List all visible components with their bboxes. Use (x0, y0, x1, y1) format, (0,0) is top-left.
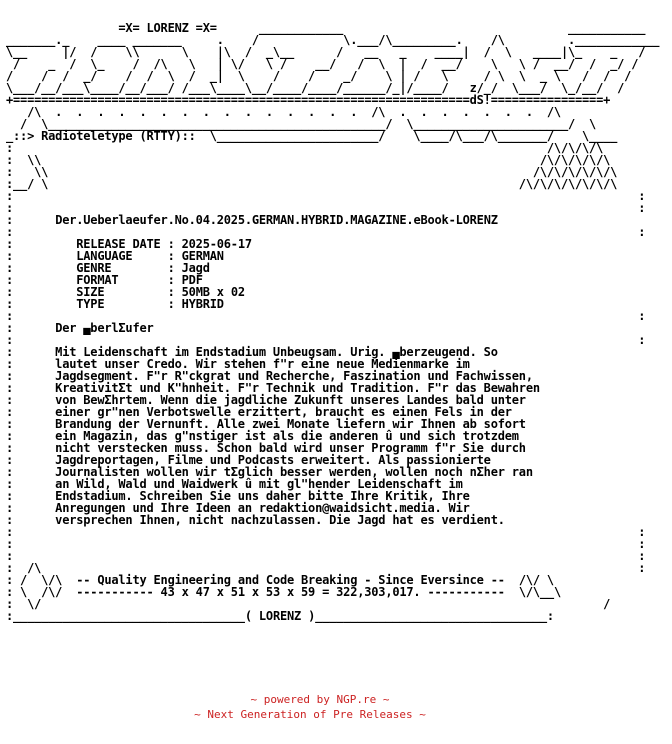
next-generation-footer: ~ Next Generation of Pre Releases ~ (194, 708, 426, 721)
field-label-genre: GENRE (76, 261, 112, 275)
field-label-size: SIZE (76, 285, 105, 299)
header-ascii-art: =X= LORENZ =X= ____________ ___________ _______._ ____ _______ . / \.___/\_________. /\ .____________ \__ |/ / \\ \ |\ / _\__ / __ _ ____| / \ ____|\_ _ / / _ / \_ / /\ \ | \/ \ / __/ / \ | / __/ \ \ / __/ / _/ / / / / _/ / / \ / _| \ / / _/ \ | / \ / \ \ _ \ / / / \___/__/___\____/__/___/ /___\____\__/____/____/______/_|/____/ z/_/ \___/ \_/__/ / +=================================================================dS!================+ /\ . . . . . . . . . . . . . . . /\ . . . . . . . /\ / \________________________________________________/ \______________________/ \ _::> Radioteletype (RTTY):: \_______________________/ \____/\___/\_______/ \____ : (6, 21, 660, 155)
field-value-genre: Jagd (181, 261, 210, 275)
field-value-release-date: 2025-06-17 (181, 237, 252, 251)
field-value-format: PDF (181, 273, 203, 287)
release-title: Der.Ueberlaeufer.No.04.2025.GERMAN.HYBRID.MAGAZINE.eBook-LORENZ (55, 213, 498, 227)
field-label-language: LANGUAGE (76, 249, 133, 263)
powered-by-footer: ~ powered by NGP.re ~ (250, 693, 390, 706)
magazine-name: Der ▄berlΣufer (55, 321, 154, 335)
field-label-format: FORMAT (76, 273, 119, 287)
math-line: ----------- 43 x 47 x 51 x 53 x 59 = 322,303,017. ----------- (76, 585, 505, 599)
magazine-description: : Mit Leidenschaft im Endstadium Unbeugsam. Urig. ▄berzeugend. So : lautet unser Credo. Wir stehen f"r eine neue Medienmarke im : Jagdsegment. F"r R"ckgrat und Recherche, Faszination und Fachwissen, : KreativitΣt und K"hnheit. F"r Technik und Tradition. F"r das Bewahren : von BewΣhrtem. Wenn die jagdliche Zukunft unseres Landes bald unter : einer gr"nen Verbotswelle erzittert, braucht es einen Fels in der : Brandung der Vernunft. Alle zwei Monate liefern wir Ihnen ab sofort : ein Magazin, das g"nstiger ist als die anderen û und sich trotzdem : nicht verstecken muss. Schon bald wird unser Programm f"r Sie durch : Jagdreportagen, Filme und Podcasts erweitert. Als passionierte : Journalisten wollen wir tΣglich besser werden, wollen noch nΣher ran : an Wild, Wald und Waidwerk û mit gl"hender Leidenschaft im : Endstadium. Schreiben Sie uns daher bitte Ihre Kritik, Ihre : Anregungen und Ihre Ideen an redaktion@waidsicht.media. Wir : versprechen Ihnen, nicht nachzulassen. Die Jagd hat es verdient. (6, 345, 540, 527)
nfo-text: =X= LORENZ =X= ____________ ___________ _______._ ____ _______ . / \.___/\_________. /\ .____________ \__ |/ / \\ \ |\ / _\__ / __ _ ____| / \ ____|\_ _ / / _ / \_ / /\ \ | \/ \ / __/ / \ | / __/ \ \ / __/ / _/ / / / / _/ / / \ / _| \ / / _/ \ | / \ / \ \ _ \ / / / \___/__/___\____/__/___/ /___\____\__/____/____/______/_|/____/ z/_/ \___/ \_/__/ / +=================================================================dS!================+ /\ . . . . . . . . . . . . . . . /\ . . . . . . . /\ / \________________________________________________/ \______________________/ \ _::> Radioteletype (RTTY):: \_______________________/ \____/\___/\_______/ \____ : /\/\/\/\ : \\ /\/\/\/\/\ : \\ /\/\/\/\/\/\ :__/ \ /\/\/\/\/\/\/\ : : : : : Der.Ueberlaeufer.No.04.2025.GERMAN.HYBRID.MAGAZINE.eBook-LORENZ : : : RELEASE DATE : 2025-06-17 : LANGUAGE : GERMAN : GENRE : Jagd : FORMAT : PDF : SIZE : 50MB x 02 : TYPE : HYBRID : : : Der ▄berlΣufer : : : Mit Leidenschaft im Endstadium Unbeugsam. Urig. ▄berzeugend. So : lautet unser Credo. Wir stehen f"r eine neue Medienmarke im : Jagdsegment. F"r R"ckgrat und Recherche, Faszination und Fachwissen, : KreativitΣt und K"hnheit. F"r Technik und Tradition. F"r das Bewahren : von BewΣhrtem. Wenn die jagdliche Zukunft unseres Landes bald unter : einer gr"nen Verbotswelle erzittert, braucht es einen Fels in der : Brandung der Vernunft. Alle zwei Monate liefern wir Ihnen ab sofort : ein Magazin, das g"nstiger ist als die anderen û und sich trotzdem : nicht verstecken muss. Schon bald wird unser Programm f"r Sie durch : Jagdreportagen, Filme und Podcasts erweitert. Als passionierte : Journalisten wollen wir tΣglich besser werden, wollen noch nΣher ran : an Wild, Wald und Waidwerk û mit gl"hender Leidenschaft im : Endstadium. Schreiben Sie uns daher bitte Ihre Kritik, Ihre : Anregungen und Ihre Ideen an redaktion@waidsicht.media. Wir : versprechen Ihnen, nicht nachzulassen. Die Jagd hat es verdient. : : : : : : : /\ : : / \/\ -- Quality Engineering and Code Breaking - Since Eversince -- /\/ \ : \ /\/ ----------- 43 x 47 x 51 x 53 x 59 = 322,303,017. ----------- \/\__\ : \/ / :_________________________________( LORENZ )_________________________________: (6, 21, 660, 623)
tagline: -- Quality Engineering and Code Breaking - Since Eversince -- (76, 573, 505, 587)
group-name: LORENZ (258, 609, 302, 623)
field-label-release-date: RELEASE DATE (76, 237, 161, 251)
field-value-size: 50MB x 02 (181, 285, 245, 299)
field-value-language: GERMAN (181, 249, 224, 263)
field-label-type: TYPE (76, 297, 105, 311)
field-value-type: HYBRID (181, 297, 224, 311)
